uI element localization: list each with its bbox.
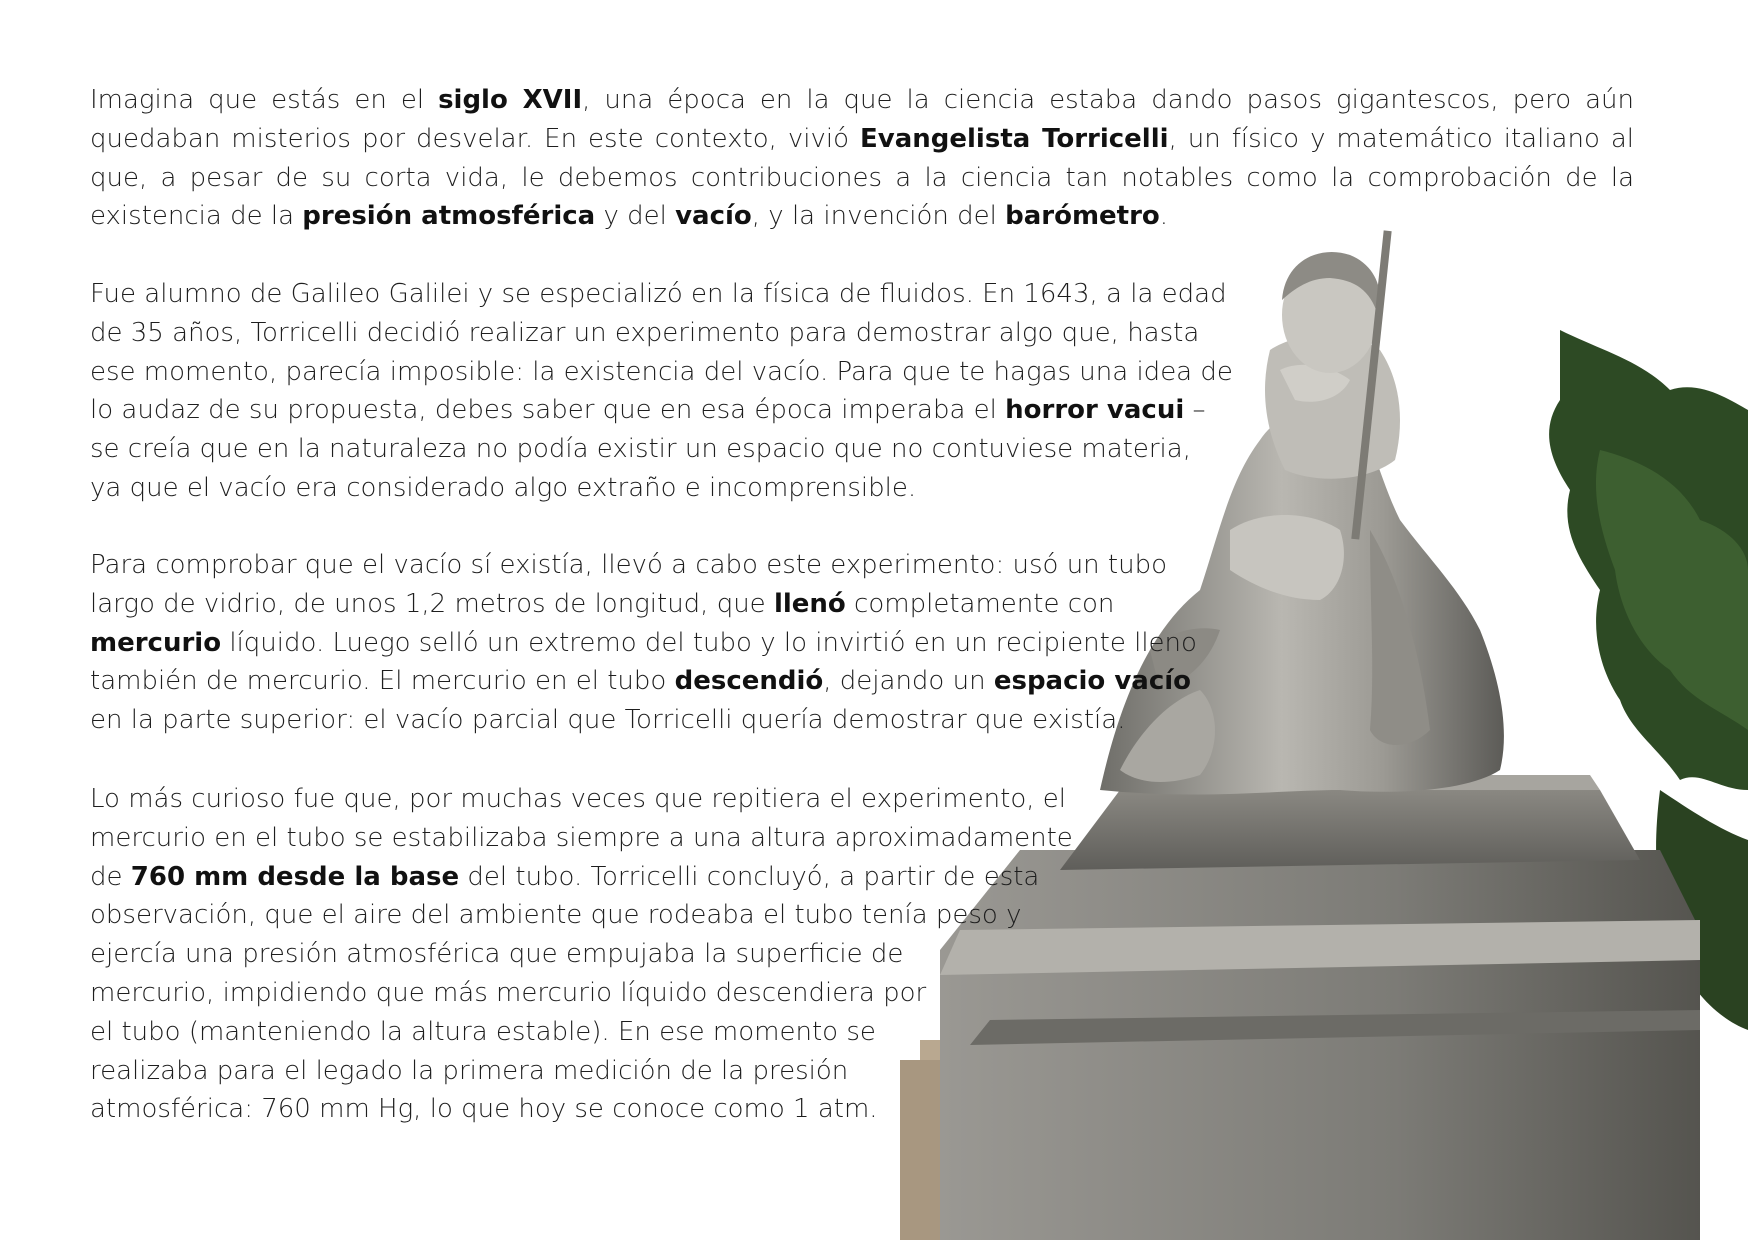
text-run: , un físico y matemático italiano al que, a pesar de su corta vida, le debemos contribuciones a la ciencia tan notables como la comprobación de la existencia de la [90,123,1634,232]
text-run: , una época en la que la ciencia estaba dando pasos gigantescos, pero aún quedaban misterios por desvelar. En este contexto, vivió [90,85,1634,154]
text-run: largo de vidrio, de unos 1,2 metros de longitud, que [90,588,774,619]
text-line: mercurio, impidiendo que más mercurio líquido descendiera por [90,977,927,1008]
text-run: y del [595,201,676,232]
text-run: lo audaz de su propuesta, debes saber que en esa época imperaba el [90,395,1006,426]
text-line: realizaba para el legado la primera medición de la presión [90,1055,849,1086]
bold-descendio: descendió [674,666,824,697]
text-line: en la parte superior: el vacío parcial que Torricelli quería demostrar que existía. [90,705,1126,736]
bold-barometro: barómetro [1005,201,1160,232]
bold-evangelista-torricelli: Evangelista Torricelli [860,123,1169,154]
bold-espacio-vacio: espacio vacío [993,666,1192,697]
text-line: Fue alumno de Galileo Galilei y se especializó en la física de fluidos. En 1643, a la edad [90,279,1227,309]
text-line: ya que el vacío era considerado algo extraño e incomprensible. [90,472,917,503]
text-run: del tubo. Torricelli concluyó, a partir de esta [459,861,1040,892]
text-line: Para comprobar que el vacío sí existía, llevó a cabo este experimento: usó un tubo [90,550,1167,580]
text-line: atmosférica: 760 mm Hg, lo que hoy se conoce como 1 atm. [90,1094,878,1125]
paragraph-experiment [90,546,1197,740]
text-run: también de mercurio. El mercurio en el tubo [90,666,675,697]
text-line: el tubo (manteniendo la altura estable). En ese momento se [90,1016,876,1047]
text-run: , y la invención del [751,201,1006,232]
text-run: – [1184,395,1206,426]
bold-presion-atmosferica: presión atmosférica [302,201,596,232]
text-run: de [90,861,131,892]
text-run: Imagina que estás en el [90,85,439,115]
text-line: mercurio en el tubo se estabilizaba siempre a una altura aproximadamente [90,822,1073,853]
text-line [90,858,1073,897]
paragraph-intro [90,81,1634,236]
text-line [90,662,1197,701]
paragraph-galileo [90,275,1233,508]
text-line: ese momento, parecía imposible: la existencia del vacío. Para que te hagas una idea de [90,356,1233,387]
text-run: completamente con [845,588,1115,619]
bold-lleno: llenó [773,588,846,619]
text-line [90,391,1233,430]
text-line: observación, que el aire del ambiente que rodeaba el tubo tenía peso y [90,900,1022,931]
paragraph-conclusion [90,780,1073,1129]
text-line [90,585,1197,624]
text-line: ejercía una presión atmosférica que empujaba la superficie de [90,939,904,970]
text-run: , dejando un [823,666,994,697]
bold-mercurio: mercurio [90,627,222,658]
text-run: líquido. Luego selló un extremo del tubo y lo invirtió en un recipiente lleno [221,627,1197,658]
text-run: . [1159,201,1169,232]
text-line: de 35 años, Torricelli decidió realizar un experimento para demostrar algo que, hasta [90,317,1200,348]
text-line: Lo más curioso fue que, por muchas veces que repitiera el experimento, el [90,784,1067,814]
text-line [90,624,1197,663]
bold-vacio: vacío [675,201,752,232]
text-line: se creía que en la naturaleza no podía existir un espacio que no contuviese materia, [90,434,1191,465]
bold-760-mm: 760 mm desde la base [130,861,460,892]
bold-horror-vacui: horror vacui [1005,395,1185,426]
bold-siglo-xvii: siglo XVII [438,85,583,115]
